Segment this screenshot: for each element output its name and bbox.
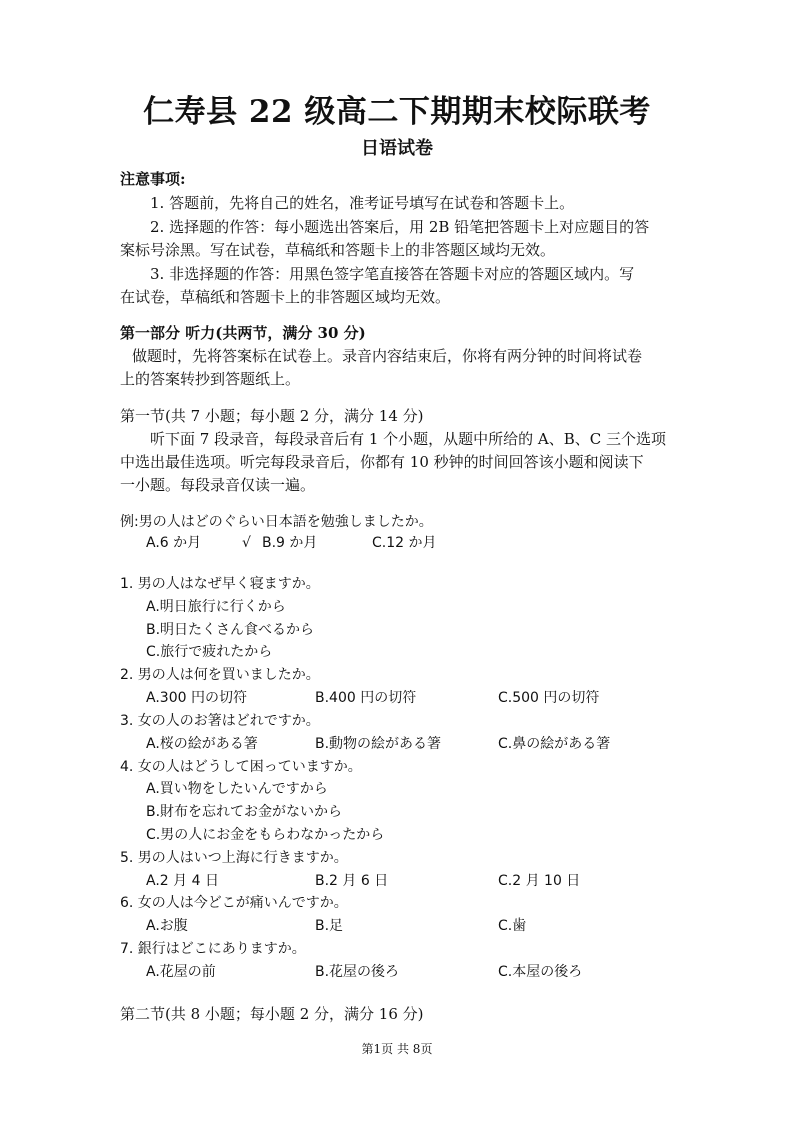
question-4-option-a: A.買い物をしたいんですから xyxy=(146,781,328,797)
check-mark-icon: √ xyxy=(242,535,251,551)
section1-intro: 听下面 7 段录音，每段录音后有 1 个小题，从题中所给的 A、B、C 三个选项 xyxy=(150,430,667,448)
question-7: 7. 銀行はどこにありますか。 xyxy=(120,941,306,957)
part1-intro: 上的答案转抄到答题纸上。 xyxy=(120,370,301,388)
part1-intro: 做题时，先将答案标在试卷上。录音内容结束后，你将有两分钟的时间将试卷 xyxy=(132,347,643,365)
question-7-option-b: B.花屋の後ろ xyxy=(315,964,400,980)
question-4: 4. 女の人はどうして困っていますか。 xyxy=(120,759,362,775)
page-title: 仁寿县 22 级高二下期期末校际联考 xyxy=(143,94,651,130)
page-subtitle: 日语试卷 xyxy=(361,138,433,159)
example-option-c: C.12 か月 xyxy=(372,535,437,551)
example-option-b: B.9 か月 xyxy=(262,535,318,551)
question-2-option-b: B.400 円の切符 xyxy=(315,690,417,706)
section1-heading: 第一节(共 7 小题；每小题 2 分，满分 14 分) xyxy=(120,407,424,425)
example-question: 例:男の人はどのぐらい日本語を勉強しましたか。 xyxy=(120,514,433,530)
notice-heading: 注意事项: xyxy=(120,170,186,188)
question-3: 3. 女の人のお箸はどれですか。 xyxy=(120,713,320,729)
question-2-option-c: C.500 円の切符 xyxy=(498,690,600,706)
section2-heading: 第二节(共 8 小题；每小题 2 分，满分 16 分) xyxy=(120,1005,424,1023)
question-4-option-b: B.財布を忘れてお金がないから xyxy=(146,804,343,820)
example-option-a: A.6 か月 xyxy=(146,535,202,551)
question-2-option-a: A.300 円の切符 xyxy=(146,690,247,706)
notice-item: 案标号涂黑。写在试卷，草稿纸和答题卡上的非答题区域均无效。 xyxy=(120,241,556,259)
question-4-option-c: C.男の人にお金をもらわなかったから xyxy=(146,827,385,843)
question-1-option-a: A.明日旅行に行くから xyxy=(146,599,286,615)
question-7-option-c: C.本屋の後ろ xyxy=(498,964,583,980)
question-2: 2. 男の人は何を買いましたか。 xyxy=(120,667,320,683)
question-5-option-c: C.2 月 10 日 xyxy=(498,873,581,889)
question-3-option-c: C.鼻の絵がある箸 xyxy=(498,736,611,752)
question-3-option-b: B.動物の絵がある箸 xyxy=(315,736,442,752)
question-6-option-b: B.足 xyxy=(315,918,344,934)
question-5-option-b: B.2 月 6 日 xyxy=(315,873,389,889)
question-7-option-a: A.花屋の前 xyxy=(146,964,216,980)
question-5-option-a: A.2 月 4 日 xyxy=(146,873,219,889)
part1-heading: 第一部分 听力(共两节，满分 30 分) xyxy=(120,324,366,342)
notice-item: 3. 非选择题的作答：用黑色签字笔直接答在答题卡对应的答题区域内。写 xyxy=(150,265,635,283)
question-6-option-c: C.歯 xyxy=(498,918,527,934)
question-1-option-b: B.明日たくさん食べるから xyxy=(146,622,315,638)
question-6-option-a: A.お腹 xyxy=(146,918,188,934)
notice-item: 2. 选择题的作答：每小题选出答案后，用 2B 铅笔把答题卡上对应题目的答 xyxy=(150,218,650,236)
notice-item: 1. 答题前，先将自己的姓名，准考证号填写在试卷和答题卡上。 xyxy=(150,194,575,212)
page-footer: 第1页 共 8页 xyxy=(361,1042,433,1056)
question-1-option-c: C.旅行で疲れたから xyxy=(146,644,273,660)
question-3-option-a: A.桜の絵がある箸 xyxy=(146,736,258,752)
question-5: 5. 男の人はいつ上海に行きますか。 xyxy=(120,850,348,866)
notice-item: 在试卷，草稿纸和答题卡上的非答题区域均无效。 xyxy=(120,288,451,306)
section1-intro: 一小题。每段录音仅读一遍。 xyxy=(120,476,316,494)
question-1: 1. 男の人はなぜ早く寝ますか。 xyxy=(120,576,320,592)
section1-intro: 中选出最佳选项。听完每段录音后，你都有 10 秒钟的时间回答该小题和阅读下 xyxy=(120,453,644,471)
question-6: 6. 女の人は今どこが痛いんですか。 xyxy=(120,895,348,911)
